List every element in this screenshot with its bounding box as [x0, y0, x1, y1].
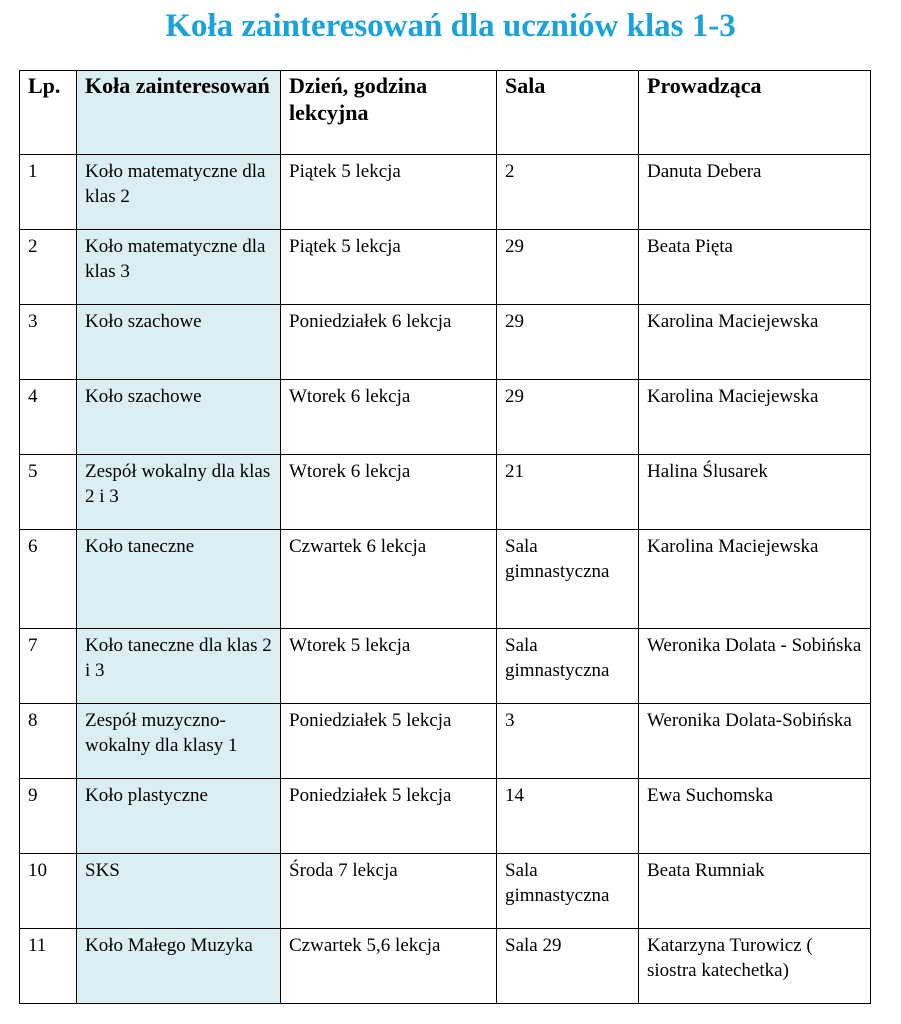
- cell-room: 3: [497, 704, 639, 779]
- cell-room: Sala gimnastyczna: [497, 530, 639, 629]
- header-lp: Lp.: [20, 71, 77, 155]
- table-row: [20, 305, 871, 380]
- cell-lp: 10: [20, 854, 77, 929]
- cell-lp: 11: [20, 929, 77, 1004]
- cell-club-name: Koło Małego Muzyka: [77, 929, 281, 1004]
- cell-club-name: Koło matematyczne dla klas 2: [77, 155, 281, 230]
- cell-room: 29: [497, 380, 639, 455]
- cell-lp: 6: [20, 530, 77, 629]
- header-day-time: Dzień, godzina lekcyjna: [281, 71, 497, 155]
- table-row: [20, 929, 871, 1004]
- table-header-row: [20, 71, 871, 155]
- table-row: [20, 854, 871, 929]
- cell-teacher: Karolina Maciejewska: [639, 530, 871, 629]
- cell-teacher: Weronika Dolata - Sobińska: [639, 629, 871, 704]
- cell-room: 21: [497, 455, 639, 530]
- cell-teacher: Beata Rumniak: [639, 854, 871, 929]
- cell-club-name: Koło taneczne: [77, 530, 281, 629]
- cell-teacher: Karolina Maciejewska: [639, 305, 871, 380]
- clubs-table: [19, 70, 871, 1004]
- table-row: [20, 779, 871, 854]
- cell-club-name: Koło szachowe: [77, 380, 281, 455]
- header-teacher: Prowadząca: [639, 71, 871, 155]
- header-room: Sala: [497, 71, 639, 155]
- cell-day-time: Wtorek 5 lekcja: [281, 629, 497, 704]
- cell-club-name: Zespół wokalny dla klas 2 i 3: [77, 455, 281, 530]
- cell-day-time: Środa 7 lekcja: [281, 854, 497, 929]
- cell-teacher: Ewa Suchomska: [639, 779, 871, 854]
- table-row: [20, 380, 871, 455]
- cell-day-time: Piątek 5 lekcja: [281, 155, 497, 230]
- cell-teacher: Danuta Debera: [639, 155, 871, 230]
- cell-day-time: Czwartek 6 lekcja: [281, 530, 497, 629]
- cell-teacher: Katarzyna Turowicz ( siostra katechetka): [639, 929, 871, 1004]
- cell-day-time: Piątek 5 lekcja: [281, 230, 497, 305]
- cell-teacher: Halina Ślusarek: [639, 455, 871, 530]
- cell-teacher: Karolina Maciejewska: [639, 380, 871, 455]
- table-row: [20, 530, 871, 629]
- cell-club-name: Koło matematyczne dla klas 3: [77, 230, 281, 305]
- cell-club-name: SKS: [77, 854, 281, 929]
- cell-lp: 2: [20, 230, 77, 305]
- table-row: [20, 629, 871, 704]
- table-row: [20, 704, 871, 779]
- cell-lp: 4: [20, 380, 77, 455]
- cell-lp: 8: [20, 704, 77, 779]
- cell-club-name: Koło plastyczne: [77, 779, 281, 854]
- cell-room: Sala gimnastyczna: [497, 854, 639, 929]
- header-club-name: Koła zainteresowań: [77, 71, 281, 155]
- cell-room: Sala 29: [497, 929, 639, 1004]
- cell-lp: 3: [20, 305, 77, 380]
- cell-teacher: Beata Pięta: [639, 230, 871, 305]
- cell-day-time: Wtorek 6 lekcja: [281, 380, 497, 455]
- cell-room: Sala gimnastyczna: [497, 629, 639, 704]
- cell-day-time: Poniedziałek 5 lekcja: [281, 704, 497, 779]
- table-row: [20, 455, 871, 530]
- table-row: [20, 230, 871, 305]
- cell-day-time: Poniedziałek 6 lekcja: [281, 305, 497, 380]
- cell-room: 29: [497, 230, 639, 305]
- cell-lp: 7: [20, 629, 77, 704]
- cell-lp: 9: [20, 779, 77, 854]
- cell-lp: 5: [20, 455, 77, 530]
- cell-club-name: Zespół muzyczno-wokalny dla klasy 1: [77, 704, 281, 779]
- cell-room: 29: [497, 305, 639, 380]
- cell-club-name: Koło szachowe: [77, 305, 281, 380]
- cell-club-name: Koło taneczne dla klas 2 i 3: [77, 629, 281, 704]
- table-row: [20, 155, 871, 230]
- cell-day-time: Wtorek 6 lekcja: [281, 455, 497, 530]
- page-title: Koła zainteresowań dla uczniów klas 1-3: [165, 8, 736, 44]
- cell-lp: 1: [20, 155, 77, 230]
- cell-room: 14: [497, 779, 639, 854]
- cell-day-time: Czwartek 5,6 lekcja: [281, 929, 497, 1004]
- cell-room: 2: [497, 155, 639, 230]
- cell-day-time: Poniedziałek 5 lekcja: [281, 779, 497, 854]
- cell-teacher: Weronika Dolata-Sobińska: [639, 704, 871, 779]
